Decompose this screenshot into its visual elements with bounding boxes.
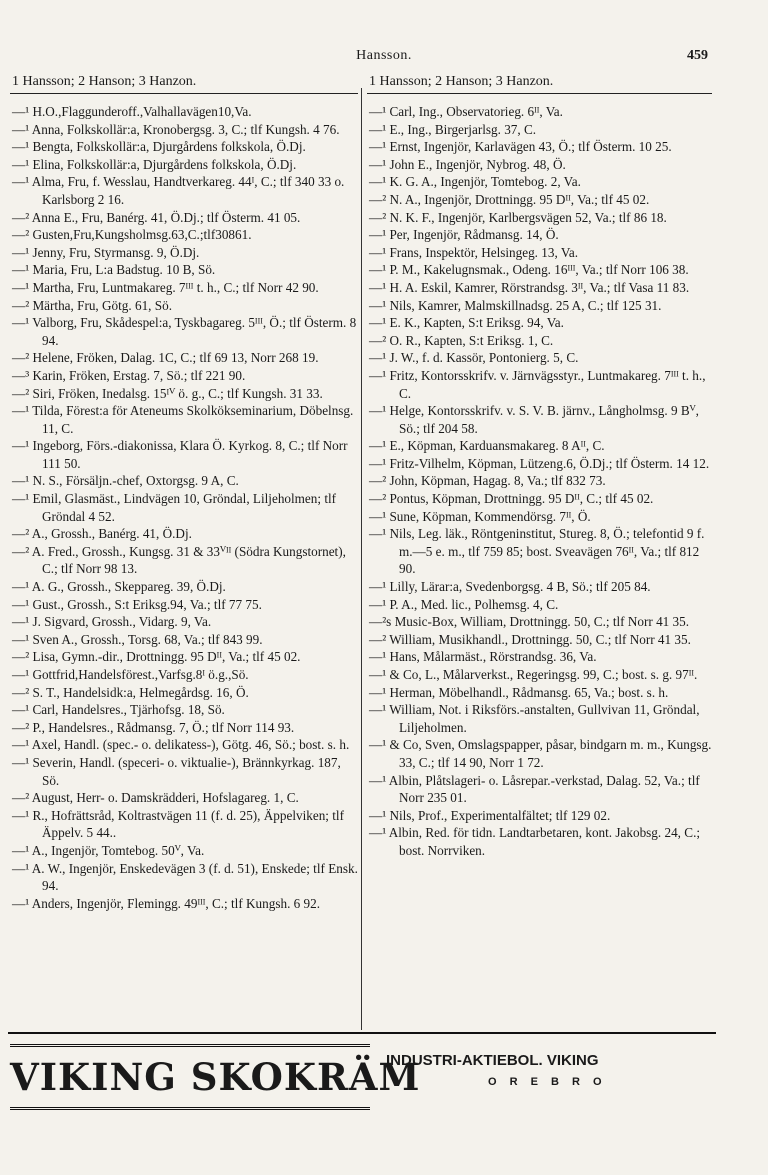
directory-entry: —¹ J. W., f. d. Kassör, Pontonierg. 5, C. [369, 350, 579, 366]
directory-entry: —² P., Handelsres., Rådmansg. 7, Ö.; tlf Norr 114 93. [12, 719, 295, 735]
directory-entry: —² Pontus, Köpman, Drottningg. 95 Dᴵᴵ, C.; tlf 45 02. [369, 491, 654, 507]
left-column-heading: 1 Hansson; 2 Hanson; 3 Hanzon. [12, 74, 197, 89]
directory-entry: —¹ Herman, Möbelhandl., Rådmansg. 65, Va.; bost. s. h. [369, 684, 669, 700]
ad-company: INDUSTRI-AKTIEBOL. VIKING [386, 1052, 599, 1069]
directory-entry: —² John, Köpman, Hagag. 8, Va.; tlf 832 73. [369, 473, 606, 489]
advertisement-rule [8, 1032, 716, 1034]
directory-entry: —¹ Tilda, Förest:a för Ateneums Skolkökseminarium, Döbelnsg. 11, C. [12, 403, 357, 436]
directory-entry: —¹ Nils, Kamrer, Malmskillnadsg. 25 A, C.; tlf 125 31. [369, 297, 662, 313]
right-column-heading: 1 Hansson; 2 Hanson; 3 Hanzon. [369, 74, 554, 89]
directory-entry: —¹ Sune, Köpman, Kommendörsg. 7ᴵᴵ, Ö. [369, 508, 591, 524]
directory-entry: —¹ Gottfrid,Handelsförest.,Varfsg.8ᴵ ö.g.,Sö. [12, 667, 249, 682]
directory-entry: —¹ Sven A., Grossh., Torsg. 68, Va.; tlf 843 99. [12, 631, 263, 647]
directory-entry: —² S. T., Handelsidk:a, Helmegårdsg. 16, Ö. [12, 684, 249, 700]
left-heading-rule [10, 93, 358, 94]
directory-entry: —² A. Fred., Grossh., Kungsg. 31 & 33ⱽᴵᴵ (Södra Kungstornet), C.; tlf Norr 98 13. [12, 543, 350, 577]
directory-entry: —¹ John E., Ingenjör, Nybrog. 48, Ö. [369, 156, 566, 172]
directory-entry: —¹ Frans, Inspektör, Helsingeg. 13, Va. [369, 244, 579, 260]
directory-entry: —³ Karin, Fröken, Erstag. 7, Sö.; tlf 221 90. [12, 367, 246, 383]
directory-entry: —¹ & Co, Sven, Omslagspapper, påsar, bindgarn m. m., Kungsg. 33, C.; tlf 14 90, Norr 1 72. [369, 737, 715, 770]
directory-entry: —² N. A., Ingenjör, Drottningg. 95 Dᴵᴵ, Va.; tlf 45 02. [369, 191, 650, 207]
directory-entry: —¹ Anders, Ingenjör, Flemingg. 49ᴵᴵᴵ, C.; tlf Kungsh. 6 92. [12, 895, 321, 911]
column-divider [361, 88, 362, 1030]
directory-entry: —² A., Grossh., Banérg. 41, Ö.Dj. [12, 526, 192, 542]
right-column [369, 103, 714, 1028]
ad-city: O R E B R O [488, 1076, 607, 1088]
directory-entry: —¹ Nils, Prof., Experimentalfältet; tlf 129 02. [369, 807, 611, 823]
directory-entry: —¹ Axel, Handl. (spec.- o. delikatess-), Götg. 46, Sö.; bost. s. h. [12, 737, 350, 753]
directory-entry: —¹ Ingeborg, Förs.-diakonissa, Klara Ö. Kyrkog. 8, C.; tlf Norr 111 50. [12, 438, 351, 471]
directory-entry: —¹ Ernst, Ingenjör, Karlavägen 43, Ö.; tlf Österm. 10 25. [369, 139, 672, 155]
directory-entry: —¹ R., Hofrättsråd, Koltrastvägen 11 (f. d. 25), Äppelviken; tlf Äppelv. 5 44.. [12, 807, 348, 841]
directory-entry: —¹ Elina, Folkskollär:a, Djurgårdens folkskola, Ö.Dj. [12, 156, 297, 172]
directory-entry: —¹ Lilly, Lärar:a, Svedenborgsg. 4 B, Sö.; tlf 205 84. [369, 579, 651, 595]
directory-entry: —¹ A., Ingenjör, Tomtebog. 50ⱽ, Va. [12, 842, 205, 858]
directory-entry: —¹ Albin, Plåtslageri- o. Låsrepar.-verkstad, Dalag. 52, Va.; tlf Norr 235 01. [369, 772, 704, 806]
directory-entry: —¹ E., Ing., Birgerjarlsg. 37, C. [369, 121, 537, 137]
directory-entry: —¹ Jenny, Fru, Styrmansg. 9, Ö.Dj. [12, 244, 200, 260]
directory-entry: —¹ Carl, Ing., Observatorieg. 6ᴵᴵ, Va. [369, 104, 563, 119]
directory-entry: —¹ Albin, Red. för tidn. Landtarbetaren, kont. Jakobsg. 24, C.; bost. Norrviken. [369, 825, 704, 858]
directory-entry: —¹ & Co, L., Målarverkst., Regeringsg. 99, C.; bost. s. g. 97ᴵᴵ. [369, 667, 698, 682]
directory-entry: —¹ Hans, Målarmäst., Rörstrandsg. 36, Va. [369, 649, 597, 665]
directory-entry: —² O. R., Kapten, S:t Eriksg. 1, C. [369, 332, 554, 348]
ad-brand: VIKING SKOKRÄM [10, 1044, 370, 1110]
directory-entry: —¹ K. G. A., Ingenjör, Tomtebog. 2, Va. [369, 174, 581, 190]
directory-entry: —¹ A. W., Ingenjör, Enskedevägen 3 (f. d. 51), Enskede; tlf Ensk. 94. [12, 860, 362, 894]
directory-entry: —¹ Gust., Grossh., S:t Eriksg.94, Va.; tlf 77 75. [12, 596, 262, 612]
directory-entry: —²s Music-Box, William, Drottningg. 50, C.; tlf Norr 41 35. [369, 614, 690, 630]
directory-entry: —¹ H.O.,Flaggunderoff.,Valhallavägen10,Va. [12, 104, 252, 119]
directory-entry: —² Lisa, Gymn.-dir., Drottningg. 95 Dᴵᴵ, Va.; tlf 45 02. [12, 649, 301, 665]
right-heading-rule [367, 93, 712, 94]
directory-entry: —¹ Bengta, Folkskollär:a, Djurgårdens folkskola, Ö.Dj. [12, 139, 306, 155]
directory-entry: —¹ William, Not. i Riksförs.-anstalten, Gullvivan 11, Gröndal, Liljeholmen. [369, 702, 703, 735]
directory-entry: —¹ Nils, Leg. läk., Röntgeninstitut, Stureg. 8, Ö.; telefontid 9 f. m.—5 e. m., tlf 759 85; bost. Sveavägen 76ᴵᴵ, Va.; tlf 812 90. [369, 526, 708, 577]
directory-entry: —² Helene, Fröken, Dalag. 1C, C.; tlf 69 13, Norr 268 19. [12, 350, 319, 366]
running-title: Hansson. [356, 48, 412, 63]
directory-entry: —¹ Emil, Glasmäst., Lindvägen 10, Gröndal, Liljeholmen; tlf Gröndal 4 52. [12, 491, 340, 524]
directory-entry: —¹ H. A. Eskil, Kamrer, Rörstrandsg. 3ᴵᴵ, Va.; tlf Vasa 11 83. [369, 279, 690, 295]
directory-entry: —² August, Herr- o. Damskrädderi, Hofslagareg. 1, C. [12, 790, 299, 806]
directory-entry: —² N. K. F., Ingenjör, Karlbergsvägen 52, Va.; tlf 86 18. [369, 209, 667, 225]
directory-entry: —¹ Maria, Fru, L:a Badstug. 10 B, Sö. [12, 262, 216, 278]
directory-entry: —¹ E. K., Kapten, S:t Eriksg. 94, Va. [369, 315, 564, 331]
directory-entry: —¹ Fritz-Vilhelm, Köpman, Lützeng.6, Ö.Dj.; tlf Österm. 14 12. [369, 455, 710, 471]
directory-entry: —¹ Martha, Fru, Luntmakareg. 7ᴵᴵᴵ t. h., C.; tlf Norr 42 90. [12, 279, 319, 295]
directory-entry: —¹ Fritz, Kontorsskrifv. v. Järnvägsstyr., Luntmakareg. 7ᴵᴵᴵ t. h., C. [369, 367, 709, 401]
directory-entry: —¹ Severin, Handl. (speceri- o. viktualie-), Brännkyrkag. 187, Sö. [12, 754, 345, 788]
directory-entry: —¹ Valborg, Fru, Skådespel:a, Tyskbagareg. 5ᴵᴵᴵ, Ö.; tlf Österm. 8 94. [12, 315, 360, 348]
directory-entry: —² Gusten,Fru,Kungsholmsg.63,C.;tlf30861. [12, 227, 252, 243]
directory-entry: —² Anna E., Fru, Banérg. 41, Ö.Dj.; tlf Österm. 41 05. [12, 209, 301, 225]
directory-entry: —¹ P. A., Med. lic., Polhemsg. 4, C. [369, 596, 559, 612]
directory-entry: —² William, Musikhandl., Drottningg. 50, C.; tlf Norr 41 35. [369, 631, 691, 647]
directory-entry: —² Siri, Fröken, Inedalsg. 15ᴵⱽ ö. g., C.; tlf Kungsh. 31 33. [12, 385, 323, 401]
directory-entry: —¹ Alma, Fru, f. Wesslau, Handtverkareg. 44ᴵ, C.; tlf 340 33 o. Karlsborg 2 16. [12, 174, 348, 207]
directory-entry: —¹ Helge, Kontorsskrifv. v. S. V. B. järnv., Långholmsg. 9 Bⱽ, Sö.; tlf 204 58. [369, 403, 703, 436]
directory-entry: —² Märtha, Fru, Götg. 61, Sö. [12, 297, 173, 313]
directory-entry: —¹ N. S., Försäljn.-chef, Oxtorgsg. 9 A, C. [12, 473, 239, 489]
page-number: 459 [687, 48, 708, 63]
left-column [12, 103, 362, 1028]
directory-entry: —¹ J. Sigvard, Grossh., Vidarg. 9, Va. [12, 614, 212, 630]
directory-entry: —¹ P. M., Kakelugnsmak., Odeng. 16ᴵᴵᴵ, Va.; tlf Norr 106 38. [369, 262, 689, 278]
directory-entry: —¹ A. G., Grossh., Skeppareg. 39, Ö.Dj. [12, 579, 226, 595]
directory-entry: —¹ Per, Ingenjör, Rådmansg. 14, Ö. [369, 227, 559, 243]
page-header [0, 48, 768, 72]
directory-entry: —¹ Carl, Handelsres., Tjärhofsg. 18, Sö. [12, 702, 225, 718]
directory-entry: —¹ E., Köpman, Karduansmakareg. 8 Aᴵᴵ, C. [369, 438, 605, 454]
advertisement [8, 1040, 716, 1116]
directory-entry: —¹ Anna, Folkskollär:a, Kronobergsg. 3, C.; tlf Kungsh. 4 76. [12, 121, 340, 137]
